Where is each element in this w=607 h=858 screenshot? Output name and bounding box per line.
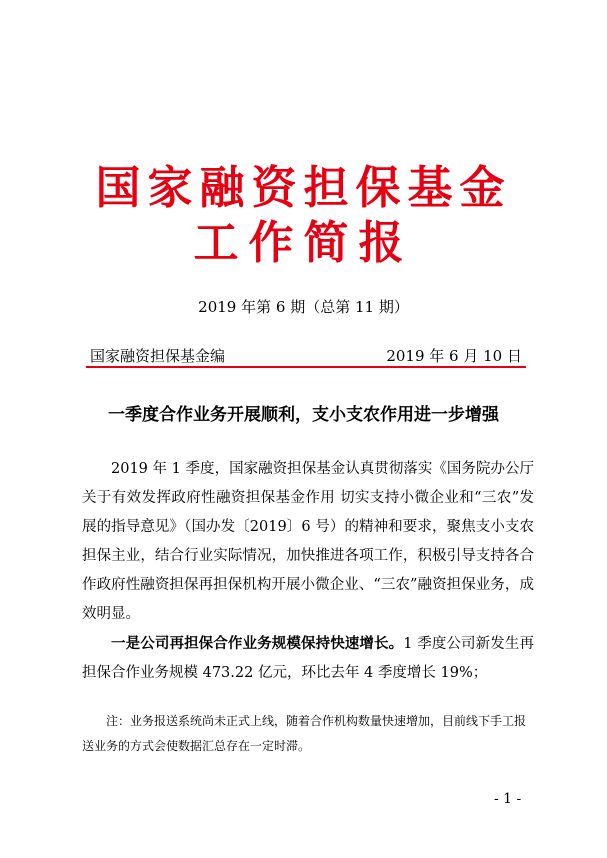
masthead-title-line-1: 国家融资担保基金 (95, 161, 512, 214)
footnote: 注：业务报送系统尚未正式上线，随着合作机构数量快速增加，目前线下手工报送业务的方式会使数据汇总存在一定时滞。 (82, 714, 527, 753)
paragraph-point-one (82, 629, 534, 688)
masthead-meta-row (86, 345, 522, 365)
issue-number: 2019 年第 6 期（总第 11 期） (198, 298, 409, 316)
paragraph-body: 1 季度公司新发生再担保合作业务规模 473.22 亿元，环比去年 4 季度增长 19%； (82, 636, 535, 681)
page-number: - 1 - (494, 791, 522, 807)
editor-name: 国家融资担保基金编 (90, 347, 226, 365)
masthead-title-line-2: 工作简报 (193, 216, 414, 269)
paragraph-intro: 2019 年 1 季度，国家融资担保基金认真贯彻落实《国务院办公厅关于有效发挥政府性融资担保基金作用 切实支持小微企业和“三农”发展的指导意见》（国办发〔2019〕6 号）的精神和要求，聚焦支小支农担保主业，结合行业实际情况，加快推进各项工作，积极引导支持各合作政府性融资担保再担保机构开展小微企业、“三农”融资担保业务，成效明显。 (82, 461, 534, 622)
paragraph-lead-bold: 一是公司再担保合作业务规模保持快速增长。 (111, 635, 404, 652)
red-divider-line (86, 366, 526, 368)
article-title: 一季度合作业务开展顺利，支小支农作用进一步增强 (108, 405, 499, 425)
publish-date: 2019 年 6 月 10 日 (386, 347, 522, 365)
